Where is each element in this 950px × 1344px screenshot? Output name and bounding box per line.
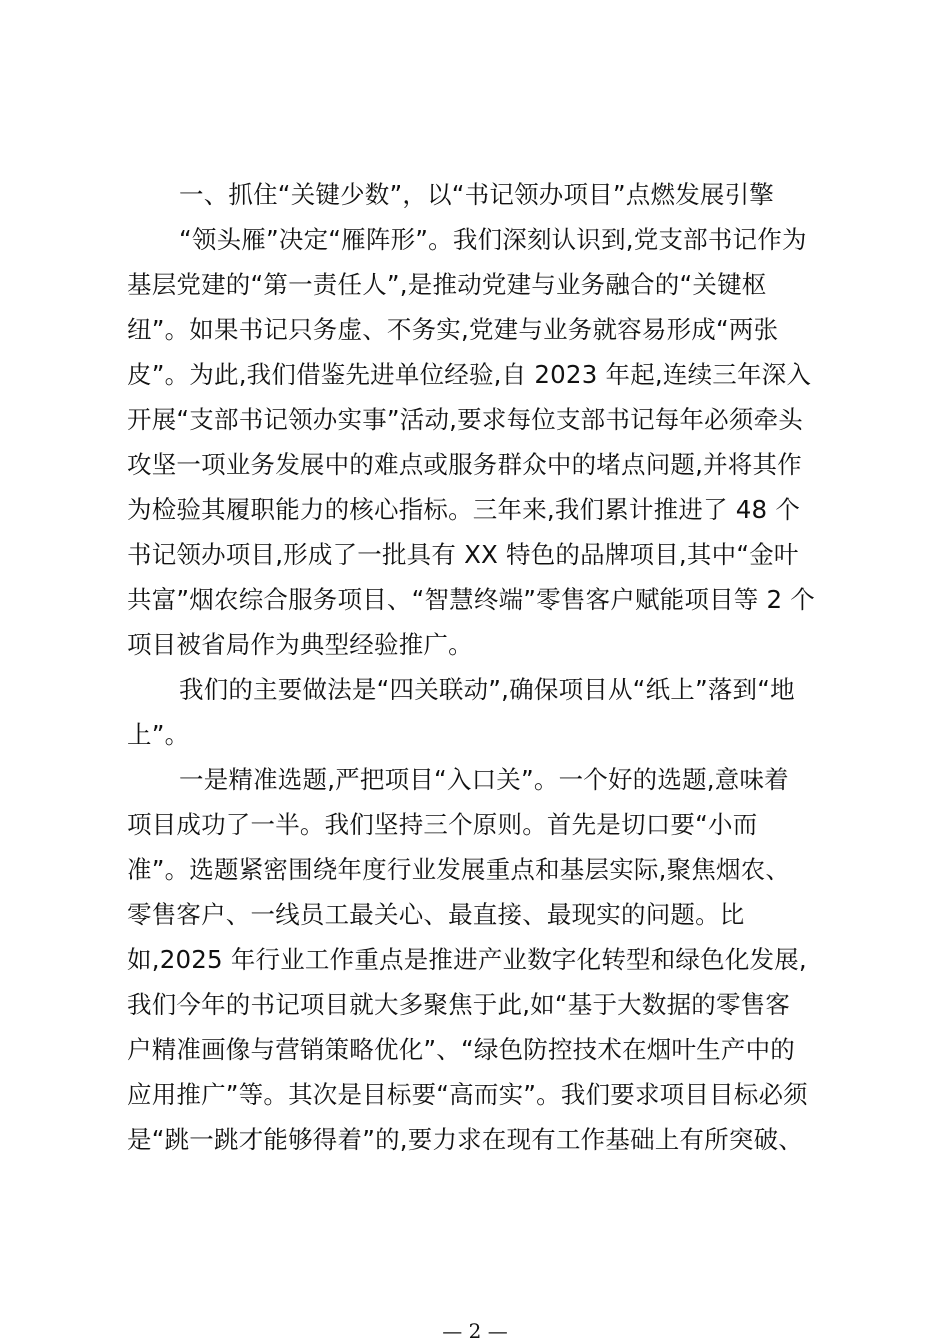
text-line: 项目被省局作为典型经验推广。 xyxy=(127,630,473,659)
text-line: 零售客户、一线员工最关心、最直接、最现实的问题。比 xyxy=(127,900,745,929)
text-line: 户精准画像与营销策略优化”、“绿色防控技术在烟叶生产中的 xyxy=(127,1035,795,1064)
text-line: 我们今年的书记项目就大多聚焦于此,如“基于大数据的零售客 xyxy=(127,990,791,1019)
text-line: “领头雁”决定“雁阵形”。我们深刻认识到,党支部书记作为 xyxy=(179,225,807,254)
text-line: 为检验其履职能力的核心指标。三年来,我们累计推进了 48 个 xyxy=(127,495,801,524)
text-line: 纽”。如果书记只务虚、不务实,党建与业务就容易形成“两张 xyxy=(127,315,779,344)
text-line: 基层党建的“第一责任人”,是推动党建与业务融合的“关键枢 xyxy=(127,270,767,299)
text-line: 我们的主要做法是“四关联动”,确保项目从“纸上”落到“地 xyxy=(179,675,795,704)
text-line: 皮”。为此,我们借鉴先进单位经验,自 2023 年起,连续三年深入 xyxy=(127,360,812,389)
text-line: 书记领办项目,形成了一批具有 XX 特色的品牌项目,其中“金叶 xyxy=(127,540,799,569)
text-line: 一是精准选题,严把项目“入口关”。一个好的选题,意味着 xyxy=(179,765,789,794)
text-line: 应用推广”等。其次是目标要“高而实”。我们要求项目目标必须 xyxy=(127,1080,808,1109)
text-line: 共富”烟农综合服务项目、“智慧终端”零售客户赋能项目等 2 个 xyxy=(127,585,815,614)
text-line: 如,2025 年行业工作重点是推进产业数字化转型和绿色化发展, xyxy=(127,945,807,974)
text-line: 项目成功了一半。我们坚持三个原则。首先是切口要“小而 xyxy=(127,810,758,839)
section-heading: 一、抓住“关键少数”，以“书记领办项目”点燃发展引擎 xyxy=(179,180,774,209)
body-text xyxy=(127,172,837,1162)
text-line: 攻坚一项业务发展中的难点或服务群众中的堵点问题,并将其作 xyxy=(127,450,802,479)
text-line: 上”。 xyxy=(127,720,190,749)
text-line: 开展“支部书记领办实事”活动,要求每位支部书记每年必须牵头 xyxy=(127,405,803,434)
text-line: 是“跳一跳才能够得着”的,要力求在现有工作基础上有所突破、 xyxy=(127,1125,803,1154)
text-line: 准”。选题紧密围绕年度行业发展重点和基层实际,聚焦烟农、 xyxy=(127,855,791,884)
page-number: — 2 — xyxy=(442,1319,508,1343)
